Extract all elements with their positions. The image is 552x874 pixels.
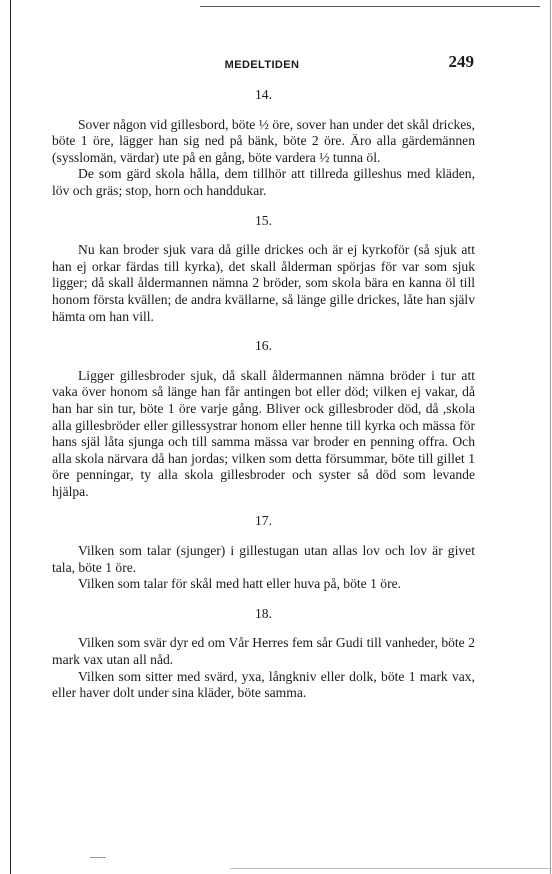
section-18 [52,606,475,702]
section-number: 16. [255,338,272,354]
section-14 [52,87,475,200]
paragraph: Vilken som talar för skål med hatt eller huva på, böte 1 öre. [78,576,402,592]
section-17 [52,513,475,592]
paragraph: Vilken som sitter med svärd, yxa, långkniv eller dolk, böte 1 mark vax, eller haver dolt under sina kläder, böte samma. [52,668,475,701]
page-edge-right [550,0,551,874]
paragraph: De som gärd skola hålla, dem tillhör att tillreda gilleshus med kläden, löv och gräs; stop, horn och handdukar. [52,166,475,198]
page-body [52,87,475,702]
paragraph: Nu kan broder sjuk vara då gille drickes och är ej kyrkoför (så sjuk att han ej orkar färdas till kyrka), det skall ålderman spörjas för var som sjuk ligger; då skall åldermannen nämna 2 bröder, som skola bära en kanna öl till honom första kvällen; de andra kvällarne, så länge gille drickes, låte han själv hämta om han vill. [52,242,475,324]
section-number: 15. [255,212,272,228]
paragraph: Vilken som svär dyr ed om Vår Herres fem sår Gudi till vanheder, böte 2 mark vax utan all nåd. [52,635,475,668]
section-number: 17. [255,513,272,529]
section-number: 14. [255,87,272,102]
page-edge-left [10,0,11,874]
paragraph: Vilken som talar (sjunger) i gillestugan utan allas lov och lov är givet tala, böte 1 öre. [52,543,475,575]
running-title: MEDELTIDEN [224,59,300,71]
page-edge-bottom [230,868,550,869]
page-edge-top [200,6,540,7]
paragraph: Sover någon vid gillesbord, böte ½ öre, sover han under det skål drickes, böte 1 öre, lägger han sig ned på bänk, böte 2 öre. Äro alla gärdemännen (sysslomän, värdar) ute på en gång, böte vardera ½ tunna öl. [52,116,475,165]
section-15 [52,213,475,326]
section-16 [52,338,475,500]
page-number: 249 [448,52,474,71]
section-number: 18. [255,605,272,621]
paragraph: Ligger gillesbroder sjuk, då skall åldermannen nämna bröder i tur att vaka över honom så länge han får antingen bot eller död; vilken ej vakar, då han har sin tur, böte 1 öre varje gång. Bliver ock gillesbroder död, då ,skola alla gillesbröder eller gillessystrar honom eller henne till kyrka och mässa för hans själ låta sjunga och till samma mässa var broder en penning offra. Och alla skola närvara då han jordas; vilken som detta försummar, böte till gillet 1 öre penningar, ty alla skola gillesbroder och syster så död som levande hjälpa. [52,367,475,499]
running-head [0,52,552,73]
page-mark [90,857,106,858]
